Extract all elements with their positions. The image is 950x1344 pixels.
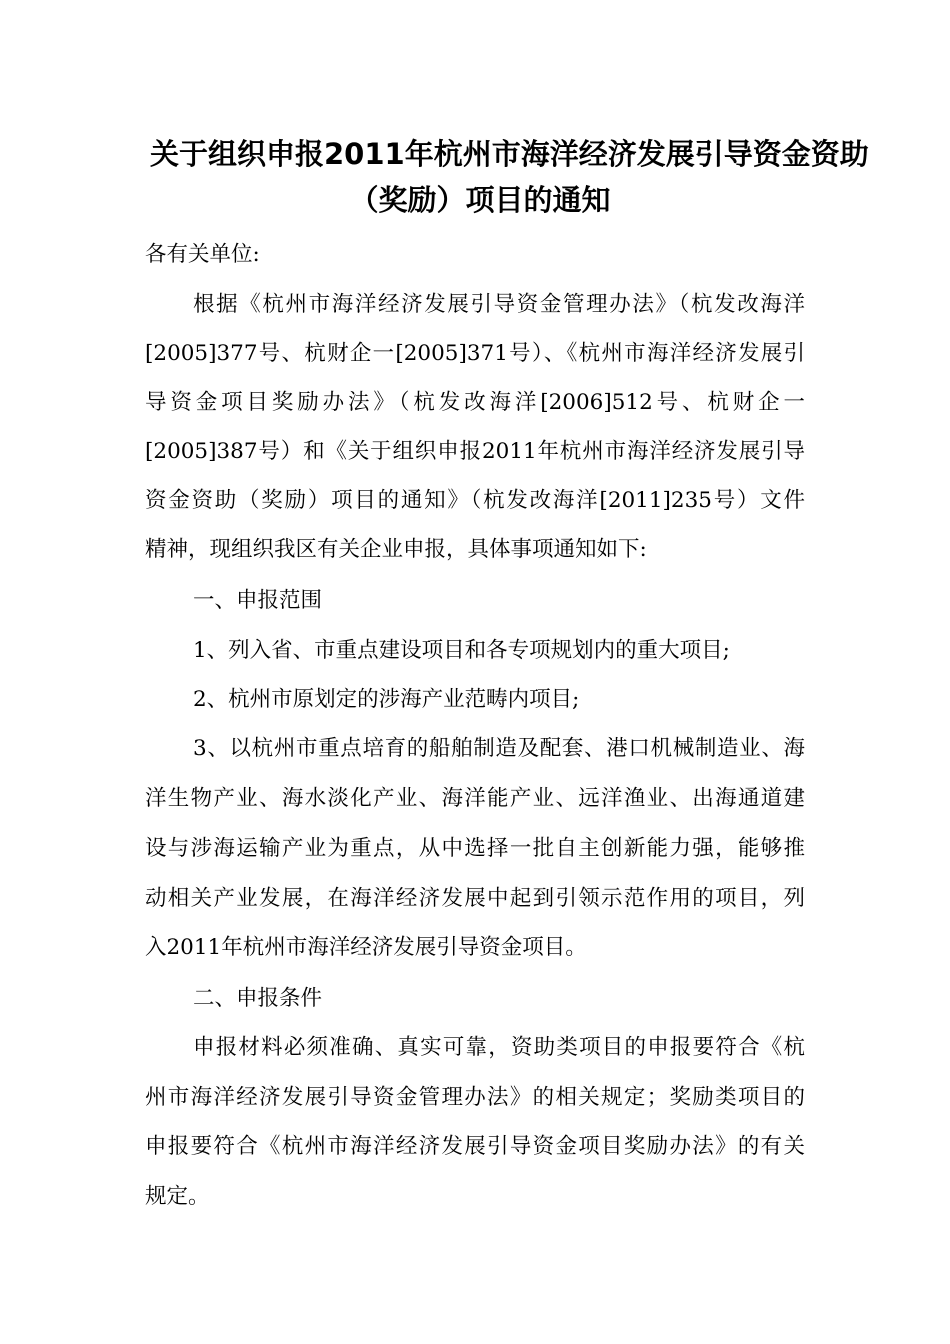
list-item-3-line-4: 动相关产业发展，在海洋经济发展中起到引领示范作用的项目，列 <box>145 886 805 911</box>
section-2-heading: 二、申报条件 <box>193 986 323 1011</box>
list-item-3-line-3: 设与涉海运输产业为重点，从中选择一批自主创新能力强，能够推 <box>145 836 805 861</box>
paragraph-1-line-2: [2005]377号、杭财企一[2005]371号）、《杭州市海洋经济发展引 <box>145 341 805 366</box>
paragraph-2-line-4: 规定。 <box>145 1184 210 1209</box>
paragraph-1-line-6: 精神，现组织我区有关企业申报，具体事项通知如下: <box>145 537 647 562</box>
list-item-1: 1、列入省、市重点建设项目和各专项规划内的重大项目; <box>193 638 730 663</box>
list-item-3-line-1: 3、以杭州市重点培育的船舶制造及配套、港口机械制造业、海 <box>193 736 805 761</box>
paragraph-1-line-3: 导资金项目奖励办法》（杭发改海洋[2006]512号、杭财企一 <box>145 390 805 415</box>
paragraph-2-line-1: 申报材料必须准确、真实可靠，资助类项目的申报要符合《杭 <box>193 1035 805 1060</box>
paragraph-1-line-5: 资金资助（奖励）项目的通知》（杭发改海洋[2011]235号）文件 <box>145 488 805 513</box>
paragraph-1-line-1: 根据《杭州市海洋经济发展引导资金管理办法》（杭发改海洋 <box>193 292 805 317</box>
paragraph-1-line-4: [2005]387号）和《关于组织申报2011年杭州市海洋经济发展引导 <box>145 439 805 464</box>
document-title-line-1: 关于组织申报2011年杭州市海洋经济发展引导资金资助 <box>150 137 869 171</box>
document-title-line-2: （奖励）项目的通知 <box>349 183 611 217</box>
list-item-2: 2、杭州市原划定的涉海产业范畴内项目; <box>193 687 580 712</box>
salutation: 各有关单位: <box>145 242 260 267</box>
section-1-heading: 一、申报范围 <box>193 588 323 613</box>
paragraph-2-line-3: 申报要符合《杭州市海洋经济发展引导资金项目奖励办法》的有关 <box>145 1134 805 1159</box>
list-item-3-line-5: 入2011年杭州市海洋经济发展引导资金项目。 <box>145 935 587 960</box>
paragraph-2-line-2: 州市海洋经济发展引导资金管理办法》的相关规定；奖励类项目的 <box>145 1085 805 1110</box>
list-item-3-line-2: 洋生物产业、海水淡化产业、海洋能产业、远洋渔业、出海通道建 <box>145 786 805 811</box>
